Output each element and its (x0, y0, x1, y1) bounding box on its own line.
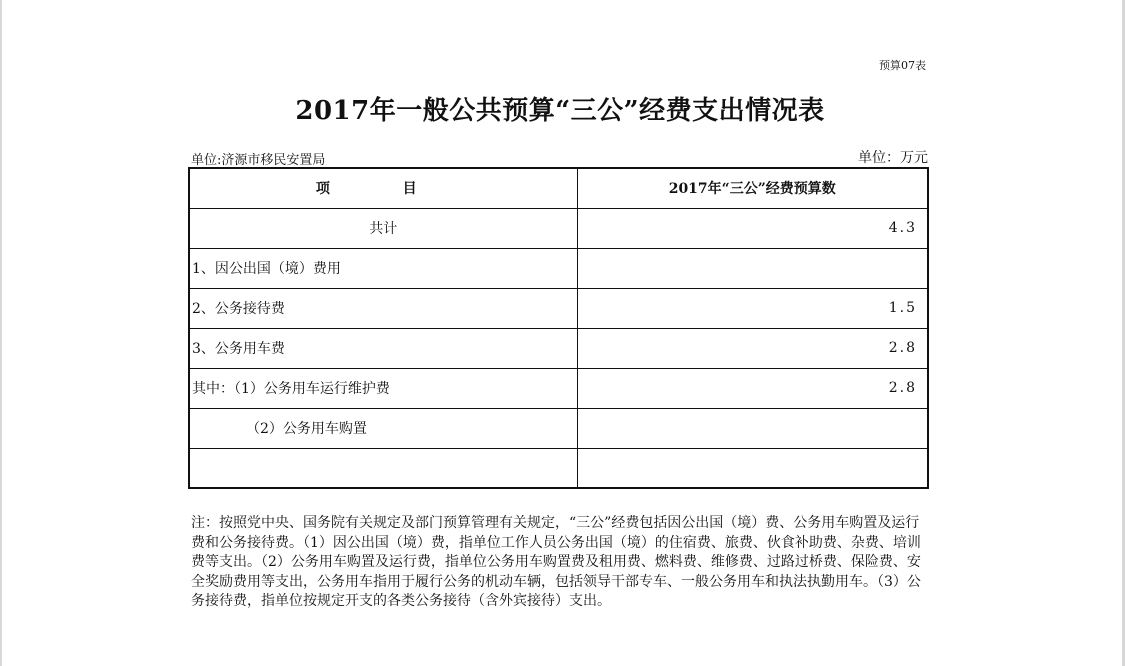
page-edge-right (1122, 0, 1125, 666)
budget-table (188, 167, 929, 489)
row-item-empty (189, 448, 577, 488)
row-amount-empty (577, 448, 928, 488)
row-amount-vehicle: 2.8 (577, 328, 928, 368)
table-row (189, 448, 928, 488)
row-amount-vehicle-operation: 2.8 (577, 368, 928, 408)
row-item-reception: 2、公务接待费 (189, 288, 577, 328)
row-item-vehicle-purchase: （2）公务用车购置 (189, 408, 577, 448)
table-row (189, 368, 928, 408)
row-item-total: 共计 (189, 208, 577, 248)
table-row (189, 408, 928, 448)
page-title: 2017年一般公共预算“三公”经费支出情况表 (295, 96, 825, 126)
table-row (189, 208, 928, 248)
row-item-vehicle: 3、公务用车费 (189, 328, 577, 368)
footnote: 注：按照党中央、国务院有关规定及部门预算管理有关规定，“三公”经费包括因公出国（境）费、公务用车购置及运行费和公务接待费。（1）因公出国（境）费，指单位工作人员公务出国（境）的住宿费、旅费、伙食补助费、杂费、培训费等支出。（2）公务用车购置及运行费，指单位公务用车购置费及租用费、燃料费、维修费、过路过桥费、保险费、安全奖励费用等支出，公务用车指用于履行公务的机动车辆，包括领导干部专车、一般公务用车和执法执勤用车。（3）公务接待费，指单位按规定开支的各类公务接待（含外宾接待）支出。 (191, 515, 921, 609)
table-row (189, 288, 928, 328)
unit-currency: 单位：万元 (858, 150, 928, 166)
row-amount-total: 4.3 (577, 208, 928, 248)
row-amount-overseas (577, 248, 928, 288)
table-row (189, 328, 928, 368)
header-amount: 2017年“三公”经费预算数 (577, 168, 928, 208)
row-item-vehicle-operation: 其中：（1）公务用车运行维护费 (189, 368, 577, 408)
header-item (189, 168, 577, 208)
row-item-overseas: 1、因公出国（境）费用 (189, 248, 577, 288)
row-amount-reception: 1.5 (577, 288, 928, 328)
row-amount-vehicle-purchase (577, 408, 928, 448)
table-header-row (189, 168, 928, 208)
page-edge-left (0, 0, 2, 666)
table-row (189, 248, 928, 288)
unit-organization: 单位:济源市移民安置局 (191, 153, 326, 168)
header-item-label: 项 目 (315, 181, 451, 198)
form-number: 预算07表 (879, 59, 926, 72)
